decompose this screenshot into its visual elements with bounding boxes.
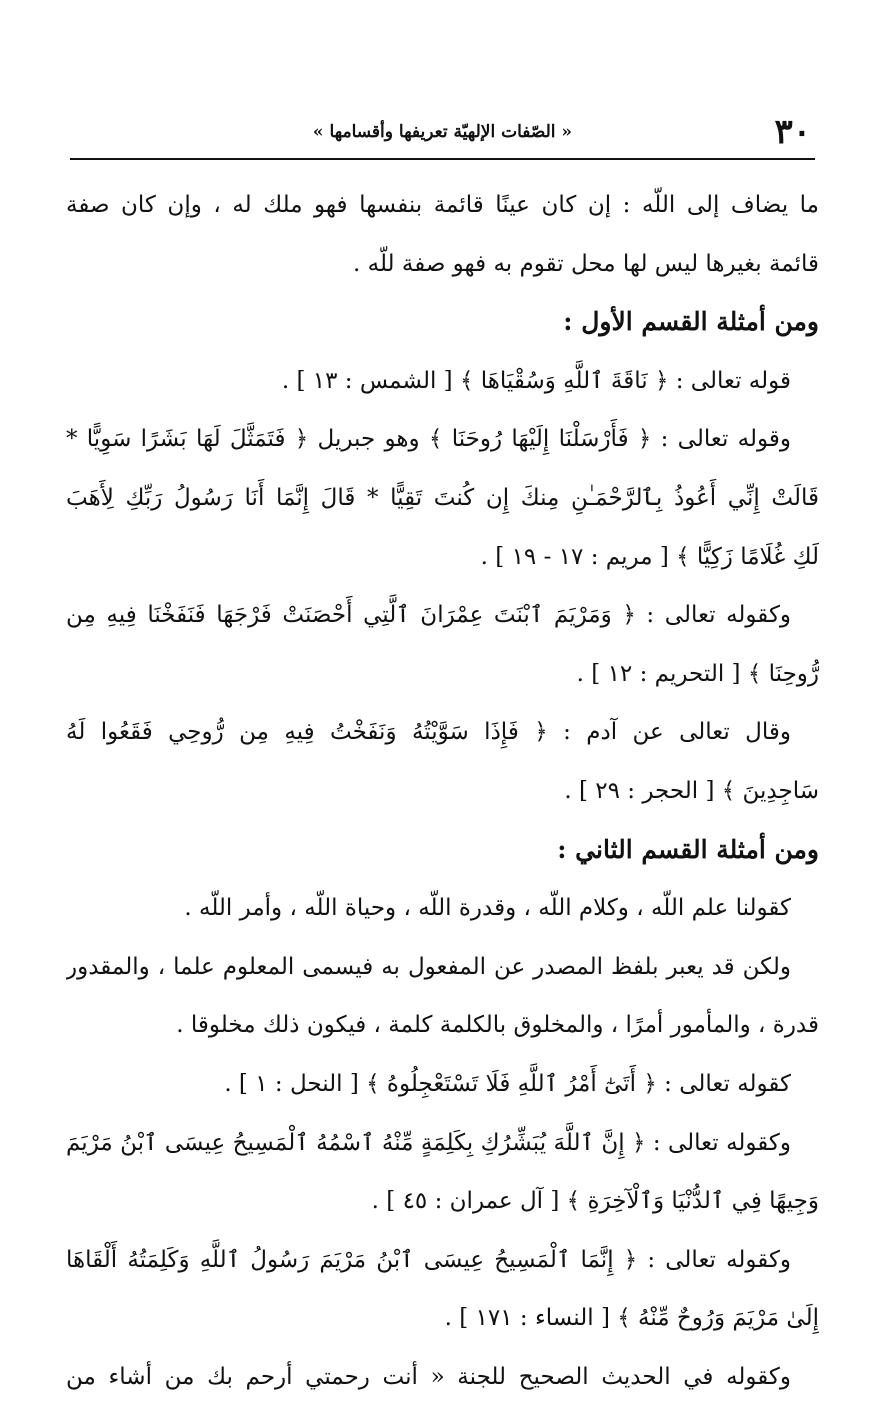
text-line: وكقوله تعالى : ﴿ وَمَرْيَمَ ٱبْنَتَ عِمْرَانَ ٱلَّتِي أَحْصَنَتْ فَرْجَهَا فَنَفَخْنَا فِيهِ مِن bbox=[66, 602, 791, 629]
section-heading: ومن أمثلة القسم الأول : bbox=[563, 307, 819, 337]
text-line: ما يضاف إلى اللّه : إن كان عينًا قائمة بنفسها فهو ملك له ، وإن كان صفة bbox=[66, 192, 819, 218]
text-line: وكقوله تعالى : ﴿ إِنَّمَا ٱلْمَسِيحُ عِيسَى ٱبْنُ مَرْيَمَ رَسُولُ ٱللَّهِ وَكَلِمَتُهُ أَلْقَاهَا bbox=[66, 1246, 791, 1273]
text-line: وكقوله في الحديث الصحيح للجنة « أنت رحمتي أرحم بك من أشاء من bbox=[66, 1363, 791, 1390]
text-line: قدرة ، والمأمور أمرًا ، والمخلوق بالكلمة كلمة ، فيكون ذلك مخلوقا . bbox=[176, 1012, 819, 1039]
text-line: كقوله تعالى : ﴿ أَتَىٰٓ أَمْرُ ٱللَّهِ فَلَا تَسْتَعْجِلُوهُ ﴾ [ النحل : ١ ] . bbox=[224, 1070, 791, 1097]
text-line: ولكن قد يعبر بلفظ المصدر عن المفعول به فيسمى المعلوم علما ، والمقدور bbox=[66, 953, 791, 980]
page-number: ٣٠ bbox=[774, 112, 811, 152]
text-line: قَالَتْ إِنِّي أَعُوذُ بِٱلرَّحْمَـٰنِ مِنكَ إِن كُنتَ تَقِيًّا * قَالَ إِنَّمَا أَنَا رَسُولُ رَبِّكِ لِأَهَبَ bbox=[66, 484, 819, 511]
text-line: رُّوحِنَا ﴾ [ التحريم : ١٢ ] . bbox=[576, 660, 819, 687]
text-line: وقال تعالى عن آدم : ﴿ فَإِذَا سَوَّيْتُهُ وَنَفَخْتُ فِيهِ مِن رُّوحِي فَقَعُوا لَهُ bbox=[66, 719, 791, 746]
page-body bbox=[66, 176, 819, 1406]
running-title: « الصّفات الإلهيّة تعريفها وأقسامها » bbox=[312, 122, 573, 142]
text-line: كقولنا علم اللّه ، وكلام اللّه ، وقدرة اللّه ، وحياة اللّه ، وأمر اللّه . bbox=[184, 895, 791, 922]
text-line: لَكِ غُلَامًا زَكِيًّا ﴾ [ مريم : ١٧ - ١٩ ] . bbox=[480, 543, 819, 570]
text-line: سَاجِدِينَ ﴾ [ الحجر : ٢٩ ] . bbox=[564, 777, 819, 804]
text-line: قائمة بغيرها ليس لها محل تقوم به فهو صفة للّه . bbox=[352, 250, 819, 277]
section-heading: ومن أمثلة القسم الثاني : bbox=[557, 834, 819, 864]
text-line: قوله تعالى : ﴿ نَاقَةَ ٱللَّهِ وَسُقْيَاهَا ﴾ [ الشمس : ١٣ ] . bbox=[281, 367, 791, 394]
text-line: وكقوله تعالى : ﴿ إِنَّ ٱللَّهَ يُبَشِّرُكِ بِكَلِمَةٍ مِّنْهُ ٱسْمُهُ ٱلْمَسِيحُ عِيسَى ٱبْنُ مَرْيَمَ bbox=[66, 1129, 791, 1156]
text-line: إِلَىٰ مَرْيَمَ وَرُوحٌ مِّنْهُ ﴾ [ النساء : ١٧١ ] . bbox=[444, 1305, 819, 1332]
text-line: وَجِيهًا فِي ٱلدُّنْيَا وَٱلْآخِرَةِ ﴾ [ آل عمران : ٤٥ ] . bbox=[371, 1188, 819, 1215]
page-header bbox=[70, 108, 815, 160]
text-line: وقوله تعالى : ﴿ فَأَرْسَلْنَا إِلَيْهَا رُوحَنَا ﴾ وهو جبريل ﴿ فَتَمَثَّلَ لَهَا بَشَرًا سَوِيًّا * bbox=[66, 426, 791, 453]
